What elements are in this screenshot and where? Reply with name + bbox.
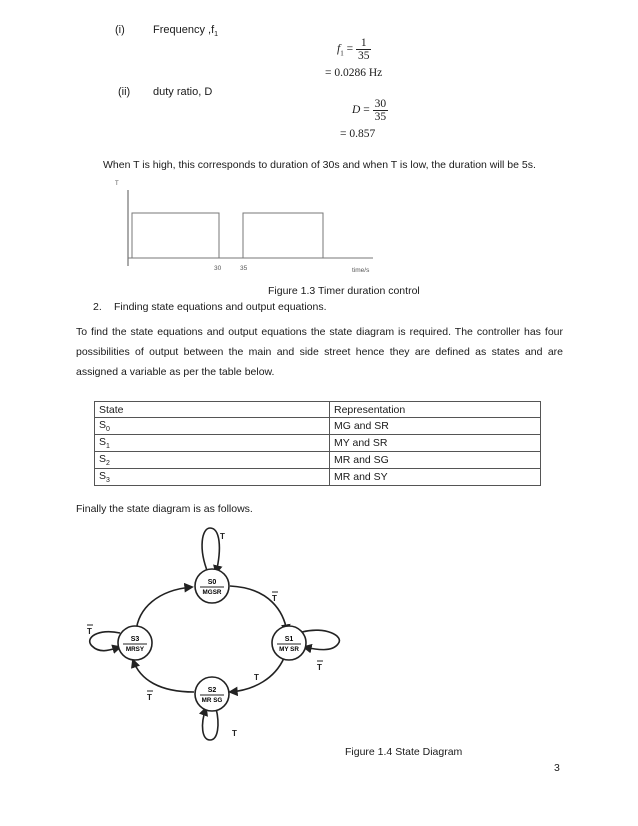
duty-result: = 0.857 — [340, 128, 376, 140]
duty-eq: = — [363, 104, 370, 117]
frequency-label-sub: 1 — [214, 31, 219, 39]
frequency-num: 1 — [356, 37, 372, 50]
frequency-fraction — [356, 37, 372, 62]
state-diagram — [70, 520, 360, 745]
timer-chart — [108, 176, 378, 278]
figure-1-4-caption: Figure 1.4 State Diagram — [345, 746, 463, 758]
label-t-s2-loop: T — [232, 729, 237, 738]
state-table-header — [95, 402, 541, 418]
finally-text: Finally the state diagram is as follows. — [76, 503, 253, 515]
figure-1-3-caption: Figure 1.3 Timer duration control — [268, 285, 420, 297]
table-cell-state: $S_3$ — [95, 469, 330, 486]
table-row — [95, 469, 541, 486]
label-tbar-s3-loop: T — [87, 627, 92, 636]
state-s2-output: MR SG — [201, 697, 223, 704]
table-cell-representation: MR and SG — [330, 452, 541, 469]
frequency-equation — [337, 37, 371, 62]
frequency-result: = 0.0286 Hz — [325, 67, 383, 79]
frequency-label-text: Frequency ,f — [153, 24, 215, 36]
section-2-title: Finding state equations and output equations. — [114, 301, 327, 313]
timer-tick-30: 30 — [214, 265, 222, 272]
duty-label-text: duty ratio, D — [153, 86, 213, 98]
label-tbar-s2-s3: T — [147, 693, 152, 702]
s2-self-loop — [203, 708, 218, 740]
state-node-s2 — [195, 677, 229, 711]
state-s3-output: MRSY — [125, 646, 145, 653]
table-cell-state: $S_2$ — [95, 452, 330, 469]
state-s1-output: MY SR — [279, 646, 299, 653]
timer-pulse-high — [132, 213, 219, 258]
timer-chart-x-label: time/s — [352, 267, 370, 274]
timer-chart-y-label: T — [115, 181, 119, 187]
state-table-header-state: State — [95, 402, 330, 418]
table-cell-representation: MR and SY — [330, 469, 541, 486]
state-node-s0 — [195, 569, 229, 603]
table-row — [95, 435, 541, 452]
state-table-header-representation: Representation — [330, 402, 541, 418]
duty-equation — [352, 98, 388, 123]
table-cell-representation: MG and SR — [330, 418, 541, 435]
transition-s0-s1 — [230, 586, 287, 632]
state-s3-name: S3 — [130, 636, 140, 643]
section-2-number: 2. — [93, 301, 102, 313]
state-node-s3 — [118, 626, 152, 660]
label-tbar-s0-s1: T — [272, 594, 277, 603]
timer-text: When T is high, this corresponds to duration of 30s and when T is low, the duration will be 5s. — [103, 159, 536, 171]
duty-num: 30 — [374, 98, 387, 110]
table-cell-state: $S_1$ — [95, 435, 330, 452]
state-node-s1 — [272, 626, 306, 660]
state-s1-name: S1 — [284, 636, 294, 643]
s1-self-loop — [302, 630, 339, 649]
duty-label-num: (ii) — [118, 86, 131, 98]
s0-self-loop — [202, 528, 219, 573]
state-s2-name: S2 — [207, 687, 217, 694]
label-t-s0-loop: T — [220, 532, 225, 541]
duty-den: 35 — [374, 111, 387, 123]
timer-tick-35: 35 — [240, 265, 248, 272]
table-cell-representation: MY and SR — [330, 435, 541, 452]
timer-pulse-next — [243, 213, 323, 258]
frequency-lhs: f — [337, 43, 341, 56]
label-t-s1-s2: T — [254, 673, 259, 682]
label-tbar-s1-loop: T — [317, 663, 322, 672]
table-cell-state: $S_0$ — [95, 418, 330, 435]
frequency-label — [153, 24, 218, 38]
s3-self-loop — [90, 632, 120, 651]
state-s0-name: S0 — [207, 579, 217, 586]
body-paragraph: To find the state equations and output equations the state diagram is required. The controller has four possibilities of output between the main and side street hence they are defined as states and are assigned a variable as per the table below. — [76, 326, 563, 378]
duty-fraction — [373, 98, 389, 123]
table-row — [95, 418, 541, 435]
transition-s2-s3 — [133, 660, 194, 692]
state-s0-output: MGSR — [202, 589, 222, 596]
frequency-label-num: (i) — [115, 24, 125, 36]
frequency-eq: = — [346, 43, 354, 56]
transition-s3-s0 — [136, 587, 192, 632]
frequency-lhs-sub: 1 — [340, 49, 344, 58]
duty-lhs: D — [352, 104, 361, 117]
table-row — [95, 452, 541, 469]
state-table — [94, 401, 541, 486]
frequency-den: 35 — [357, 50, 370, 62]
page-number: 3 — [554, 762, 560, 774]
